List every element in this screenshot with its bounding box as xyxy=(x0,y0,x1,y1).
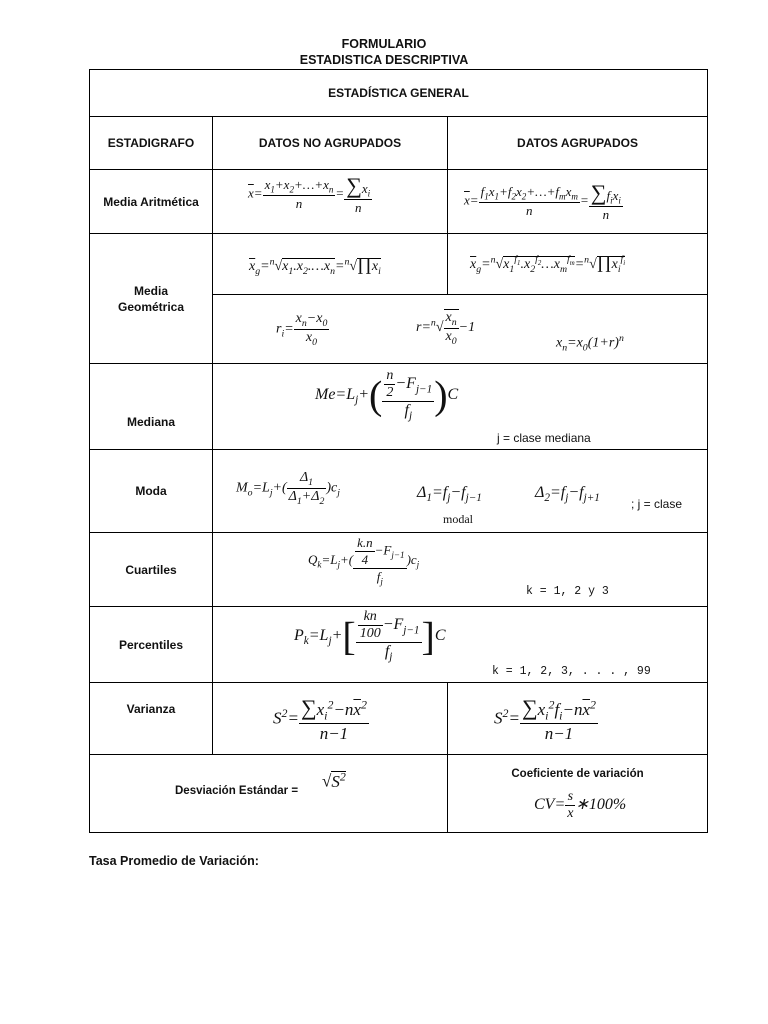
document-subtitle: ESTADISTICA DESCRIPTIVA xyxy=(299,53,469,67)
row-cuartiles xyxy=(90,533,708,607)
formula-geometric-grouped: $\overline{x}_g=^n√x_1^{f_1}.x_2^{f_2}\dots x_m^{f_m}=^n√\prod x_i^{f_i}$ xyxy=(448,234,708,295)
mode-note: ; j = clase xyxy=(631,497,683,511)
row-mediana xyxy=(90,364,708,450)
row-label-cuartiles: Cuartiles xyxy=(90,533,213,607)
column-header-estadigrafo: ESTADIGRAFO xyxy=(90,117,213,170)
cell-desviacion: Desviación Estándar = $√S^2$ xyxy=(90,755,448,833)
row-varianza xyxy=(90,683,708,755)
row-media-geometrica-a xyxy=(90,234,708,295)
median-note: j = clase mediana xyxy=(497,431,591,445)
row-media-aritmetica xyxy=(90,170,708,234)
row-label-mediana: Mediana xyxy=(90,364,213,450)
mode-note-modal: modal xyxy=(443,512,473,526)
formula-mode: $M_o=L_j+$( $\frac{\Delta_1}{\Delta_1+\Delta_2}$ )$c_j$ $\Delta_1=f_j-f_{j-1}$ $\Delta_2=f_j-f_{j+1}$ ; j = clase modal xyxy=(213,450,708,533)
row-label-media-geometrica: Media Geométrica xyxy=(90,234,213,364)
row-moda xyxy=(90,450,708,533)
label-coeficiente: Coeficiente de variación xyxy=(511,768,644,780)
row-label-varianza: Varianza xyxy=(90,683,213,755)
formula-geometric-ungrouped: $\overline{x}_g=^n√x_1.x_2.\dots x_n=^n√\prod x_i$ xyxy=(213,234,448,295)
quartile-note: k = 1, 2 y 3 xyxy=(526,585,609,598)
column-header-agrupados: DATOS AGRUPADOS xyxy=(448,117,708,170)
tasa-promedio-label: Tasa Promedio de Variación: xyxy=(89,854,259,868)
label-desviacion: Desviación Estándar = xyxy=(175,785,299,797)
row-label-percentiles: Percentiles xyxy=(90,607,213,683)
percentile-note: k = 1, 2, 3, . . . , 99 xyxy=(492,665,651,678)
formula-table xyxy=(89,69,708,833)
formula-variance-ungrouped: $S^2=$ $\frac{\sum x_i^2-n\overline{x}^2}{n-1}$ xyxy=(213,683,448,755)
row-label-moda: Moda xyxy=(90,450,213,533)
cell-coeficiente: Coeficiente de variación CV= $\frac{s}{x}$ ∗100% xyxy=(448,755,708,833)
formula-variance-grouped: $S^2=$ $\frac{\sum x_i^2f_i-n\overline{x}^2}{n-1}$ xyxy=(448,683,708,755)
row-percentiles xyxy=(90,607,708,683)
formula-mean-ungrouped: $\overline{x}=$ $\frac{x_1+x_2+\dots+x_n}{n}$ = $\frac{\sum x_i}{n}$ xyxy=(213,170,448,234)
row-label-media-aritmetica: Media Aritmética xyxy=(90,170,213,234)
formula-growth-rate: $r_i=$ $\frac{x_n-x_0}{x_0}$ r=$^n$√ $\frac{x_n}{x_0}$ −1 $x_n=x_0(1+r)^n$ xyxy=(213,295,708,364)
table-title: ESTADÍSTICA GENERAL xyxy=(90,70,708,117)
document-title: FORMULARIO xyxy=(341,37,427,51)
formula-median: $Me=L_j+$( $\frac{n}{2}$ $-F_{j-1}$ $f_j$ )C j = clase mediana xyxy=(213,364,708,450)
formula-mean-grouped: $\overline{x}=$ $\frac{f_1x_1+f_2x_2+\dots+f_mx_m}{n}$ = $\frac{\sum f_ix_i}{n}$ xyxy=(448,170,708,234)
formula-percentiles: $P_k=L_j+$[ $\frac{kn}{100}$ $-F_{j-1}$ $f_j$ ]C k = 1, 2, 3, . . . , 99 xyxy=(213,607,708,683)
row-desviacion-coeficiente xyxy=(90,755,708,833)
column-header-no-agrupados: DATOS NO AGRUPADOS xyxy=(213,117,448,170)
formula-quartiles: $Q_k=L_j+$( $\frac{k.n}{4}$ $-F_{j-1}$ $f_j$ )$c_j$ k = 1, 2 y 3 xyxy=(213,533,708,607)
